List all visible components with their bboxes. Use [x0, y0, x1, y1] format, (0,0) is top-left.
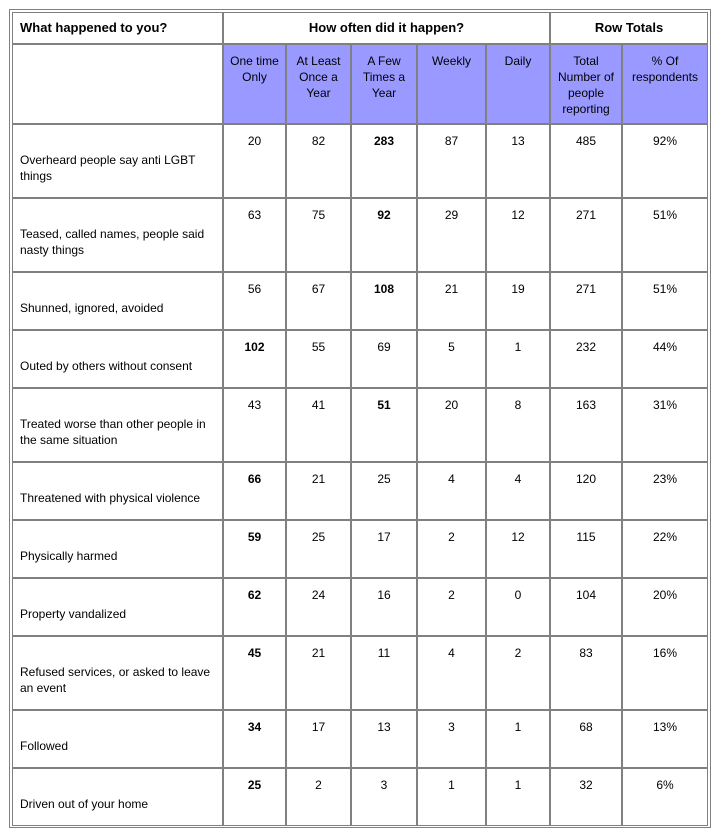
table-cell: 13 — [351, 710, 417, 768]
row-label: Outed by others without consent — [12, 330, 223, 388]
table-cell: 1 — [486, 768, 550, 826]
row-label: Followed — [12, 710, 223, 768]
table-cell: 59 — [223, 520, 286, 578]
question-header: What happened to you? — [12, 12, 223, 44]
row-label: Overheard people say anti LGBT things — [12, 124, 223, 198]
table-row — [12, 636, 708, 710]
table-cell: 23% — [622, 462, 708, 520]
column-header: One time Only — [223, 44, 286, 124]
header-row-columns — [12, 44, 708, 124]
row-label: Property vandalized — [12, 578, 223, 636]
table-cell: 3 — [351, 768, 417, 826]
table-cell: 108 — [351, 272, 417, 330]
table-cell: 32 — [550, 768, 622, 826]
table-cell: 283 — [351, 124, 417, 198]
table-row — [12, 578, 708, 636]
table-cell: 51% — [622, 198, 708, 272]
column-header: Daily — [486, 44, 550, 124]
table-row — [12, 198, 708, 272]
table-cell: 1 — [486, 710, 550, 768]
frequency-group-header: How often did it happen? — [223, 12, 550, 44]
table-cell: 4 — [417, 462, 486, 520]
table-cell: 2 — [417, 578, 486, 636]
row-totals-header: Row Totals — [550, 12, 708, 44]
table-row — [12, 124, 708, 198]
table-cell: 17 — [286, 710, 351, 768]
table-cell: 12 — [486, 198, 550, 272]
row-label: Shunned, ignored, avoided — [12, 272, 223, 330]
table-cell: 21 — [286, 636, 351, 710]
table-cell: 68 — [550, 710, 622, 768]
table-cell: 21 — [286, 462, 351, 520]
table-cell: 51 — [351, 388, 417, 462]
table-cell: 24 — [286, 578, 351, 636]
row-label: Threatened with physical violence — [12, 462, 223, 520]
table-cell: 3 — [417, 710, 486, 768]
table-row — [12, 520, 708, 578]
table-row — [12, 272, 708, 330]
table-cell: 92 — [351, 198, 417, 272]
column-header: At Least Once a Year — [286, 44, 351, 124]
table-row — [12, 462, 708, 520]
table-cell: 63 — [223, 198, 286, 272]
table-cell: 21 — [417, 272, 486, 330]
row-label: Teased, called names, people said nasty things — [12, 198, 223, 272]
harassment-survey-table — [12, 12, 708, 826]
table-cell: 120 — [550, 462, 622, 520]
header-row-groups — [12, 12, 708, 44]
table-cell: 17 — [351, 520, 417, 578]
table-cell: 16% — [622, 636, 708, 710]
table-cell: 92% — [622, 124, 708, 198]
table-cell: 4 — [417, 636, 486, 710]
table-cell: 0 — [486, 578, 550, 636]
row-label: Physically harmed — [12, 520, 223, 578]
table-cell: 25 — [351, 462, 417, 520]
table-cell: 75 — [286, 198, 351, 272]
table-cell: 55 — [286, 330, 351, 388]
table-cell: 102 — [223, 330, 286, 388]
table-cell: 34 — [223, 710, 286, 768]
table-cell: 1 — [486, 330, 550, 388]
table-cell: 82 — [286, 124, 351, 198]
table-cell: 2 — [417, 520, 486, 578]
table-cell: 232 — [550, 330, 622, 388]
table-row — [12, 710, 708, 768]
table-cell: 271 — [550, 198, 622, 272]
table-cell: 20% — [622, 578, 708, 636]
column-header: Total Number of people reporting — [550, 44, 622, 124]
table-row — [12, 768, 708, 826]
table-cell: 25 — [286, 520, 351, 578]
table-cell: 271 — [550, 272, 622, 330]
table-row — [12, 388, 708, 462]
column-header: A Few Times a Year — [351, 44, 417, 124]
table-cell: 104 — [550, 578, 622, 636]
table-cell: 69 — [351, 330, 417, 388]
table-cell: 163 — [550, 388, 622, 462]
table-cell: 4 — [486, 462, 550, 520]
table-cell: 13 — [486, 124, 550, 198]
table-cell: 51% — [622, 272, 708, 330]
column-header: % Of respondents — [622, 44, 708, 124]
table-cell: 11 — [351, 636, 417, 710]
table-cell: 20 — [223, 124, 286, 198]
table-cell: 67 — [286, 272, 351, 330]
table-cell: 115 — [550, 520, 622, 578]
survey-table-frame — [9, 9, 711, 828]
table-cell: 83 — [550, 636, 622, 710]
table-cell: 12 — [486, 520, 550, 578]
table-cell: 56 — [223, 272, 286, 330]
table-cell: 20 — [417, 388, 486, 462]
table-cell: 41 — [286, 388, 351, 462]
table-cell: 2 — [486, 636, 550, 710]
table-row — [12, 330, 708, 388]
column-header: Weekly — [417, 44, 486, 124]
table-cell: 13% — [622, 710, 708, 768]
table-cell: 45 — [223, 636, 286, 710]
table-cell: 66 — [223, 462, 286, 520]
table-cell: 2 — [286, 768, 351, 826]
table-cell: 1 — [417, 768, 486, 826]
blank-header-cell — [12, 44, 223, 124]
table-cell: 44% — [622, 330, 708, 388]
row-label: Driven out of your home — [12, 768, 223, 826]
table-cell: 8 — [486, 388, 550, 462]
table-cell: 25 — [223, 768, 286, 826]
table-cell: 22% — [622, 520, 708, 578]
table-cell: 16 — [351, 578, 417, 636]
table-cell: 29 — [417, 198, 486, 272]
table-cell: 485 — [550, 124, 622, 198]
table-cell: 5 — [417, 330, 486, 388]
table-cell: 87 — [417, 124, 486, 198]
row-label: Treated worse than other people in the same situation — [12, 388, 223, 462]
table-cell: 19 — [486, 272, 550, 330]
row-label: Refused services, or asked to leave an event — [12, 636, 223, 710]
table-cell: 6% — [622, 768, 708, 826]
table-cell: 62 — [223, 578, 286, 636]
table-cell: 31% — [622, 388, 708, 462]
table-cell: 43 — [223, 388, 286, 462]
